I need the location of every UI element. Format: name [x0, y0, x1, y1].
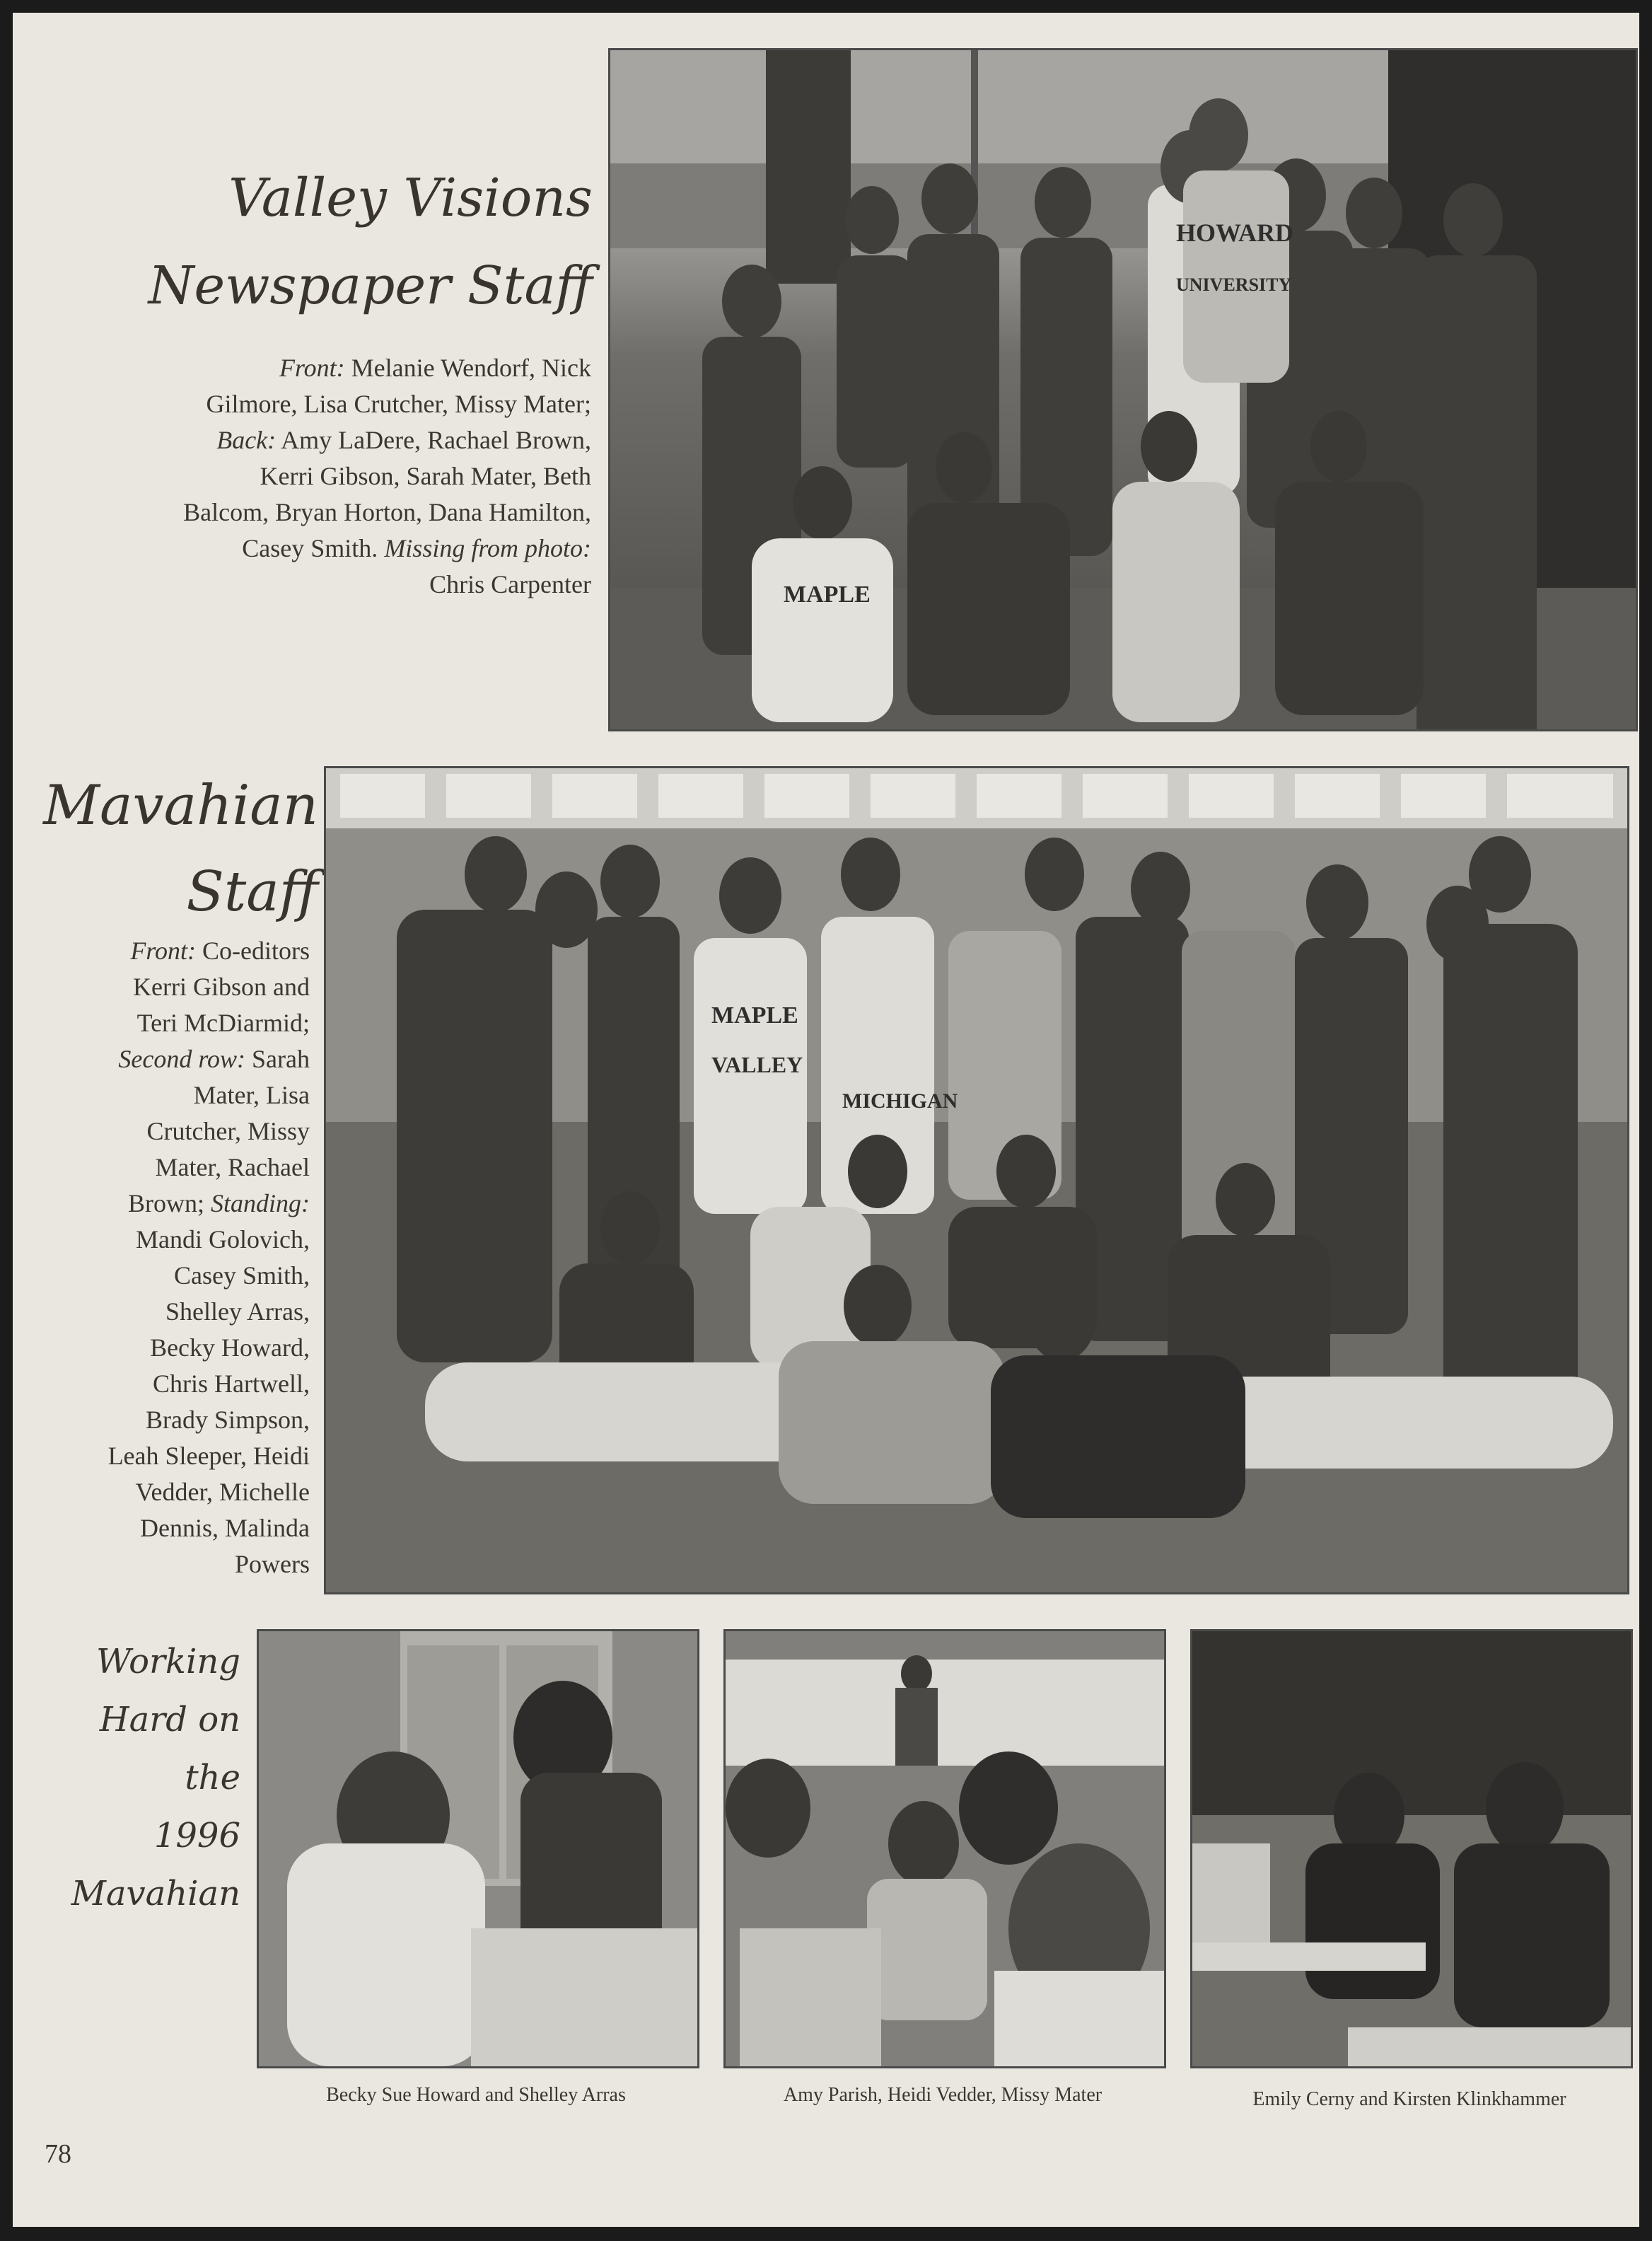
photo-scene: [259, 1631, 697, 2066]
page-number: 78: [45, 2139, 71, 2169]
working-line: Mavahian: [71, 1874, 240, 1913]
university-shirt-text: UNIVERSITY: [1176, 274, 1292, 295]
working-hard-title: [55, 1633, 240, 1923]
mavahian-staff-photo: [324, 766, 1629, 1594]
caption-line: Second row: Sarah: [118, 1045, 310, 1073]
working-line: 1996: [153, 1816, 240, 1855]
caption-line: Front: Melanie Wendorf, Nick: [279, 354, 591, 382]
caption-right: Emily Cerny and Kirsten Klinkhammer: [1252, 2088, 1566, 2110]
caption-line: Kerri Gibson and: [133, 973, 310, 1001]
photo-scene: [726, 1631, 1164, 2066]
working-photo-howard-arras: [257, 1629, 699, 2068]
howard-shirt-text: HOWARD: [1176, 219, 1294, 247]
newspaper-title-line1: Valley Visions: [228, 168, 593, 228]
mavahian-staff-caption: [27, 933, 310, 1582]
caption-left: Becky Sue Howard and Shelley Arras: [326, 2084, 626, 2106]
newspaper-title-line2: Newspaper Staff: [148, 255, 593, 316]
newspaper-staff-caption: [83, 350, 591, 603]
newspaper-staff-title: [105, 154, 593, 330]
caption-line: Mater, Rachael: [155, 1153, 310, 1181]
mavahian-title-line2: Staff: [186, 860, 318, 924]
maple-shirt-text: MAPLE: [711, 1002, 798, 1029]
caption-line: Casey Smith,: [173, 1261, 310, 1290]
caption-line: Mater, Lisa: [193, 1081, 310, 1109]
working-line: Working: [96, 1642, 240, 1681]
caption-line: Front: Co-editors: [130, 937, 310, 965]
valley-shirt-text: VALLEY: [711, 1052, 803, 1077]
michigan-shirt-text: MICHIGAN: [842, 1089, 958, 1113]
caption-line: Teri McDiarmid;: [136, 1009, 310, 1037]
working-line: Hard on the: [99, 1700, 240, 1797]
caption-line: Gilmore, Lisa Crutcher, Missy Mater;: [206, 390, 591, 418]
caption-line: Leah Sleeper, Heidi: [107, 1442, 310, 1470]
caption-line: Mandi Golovich,: [136, 1225, 310, 1253]
caption-line: Crutcher, Missy: [146, 1117, 310, 1145]
working-photo-cerny-klinkhammer: [1190, 1629, 1633, 2068]
caption-line: Becky Howard,: [150, 1333, 310, 1362]
caption-line: Kerri Gibson, Sarah Mater, Beth: [260, 462, 591, 490]
caption-line: Shelley Arras,: [165, 1297, 310, 1326]
mavahian-photo-scene: [326, 768, 1627, 1592]
caption-line: Back: Amy LaDere, Rachael Brown,: [216, 426, 591, 454]
working-photo-parish-vedder-mater: [723, 1629, 1166, 2068]
caption-line: Casey Smith. Missing from photo:: [242, 534, 591, 562]
newspaper-photo-scene: [610, 50, 1636, 729]
caption-line: Chris Carpenter: [429, 570, 591, 598]
caption-line: Dennis, Malinda: [140, 1514, 310, 1542]
yearbook-page: [13, 13, 1639, 2227]
caption-line: Brady Simpson,: [145, 1406, 310, 1434]
caption-line: Chris Hartwell,: [153, 1370, 310, 1398]
caption-middle: Amy Parish, Heidi Vedder, Missy Mater: [783, 2084, 1103, 2106]
caption-line: Balcom, Bryan Horton, Dana Hamilton,: [183, 498, 591, 526]
mavahian-title-line1: Mavahian: [43, 774, 318, 838]
photo-scene: [1192, 1631, 1631, 2066]
mavahian-staff-title: [41, 763, 318, 935]
newspaper-staff-photo: [608, 48, 1638, 731]
maple-shirt-text: MAPLE: [784, 581, 871, 608]
caption-line: Vedder, Michelle: [135, 1478, 310, 1506]
caption-line: Brown; Standing:: [128, 1189, 310, 1217]
caption-line: Powers: [235, 1550, 310, 1578]
